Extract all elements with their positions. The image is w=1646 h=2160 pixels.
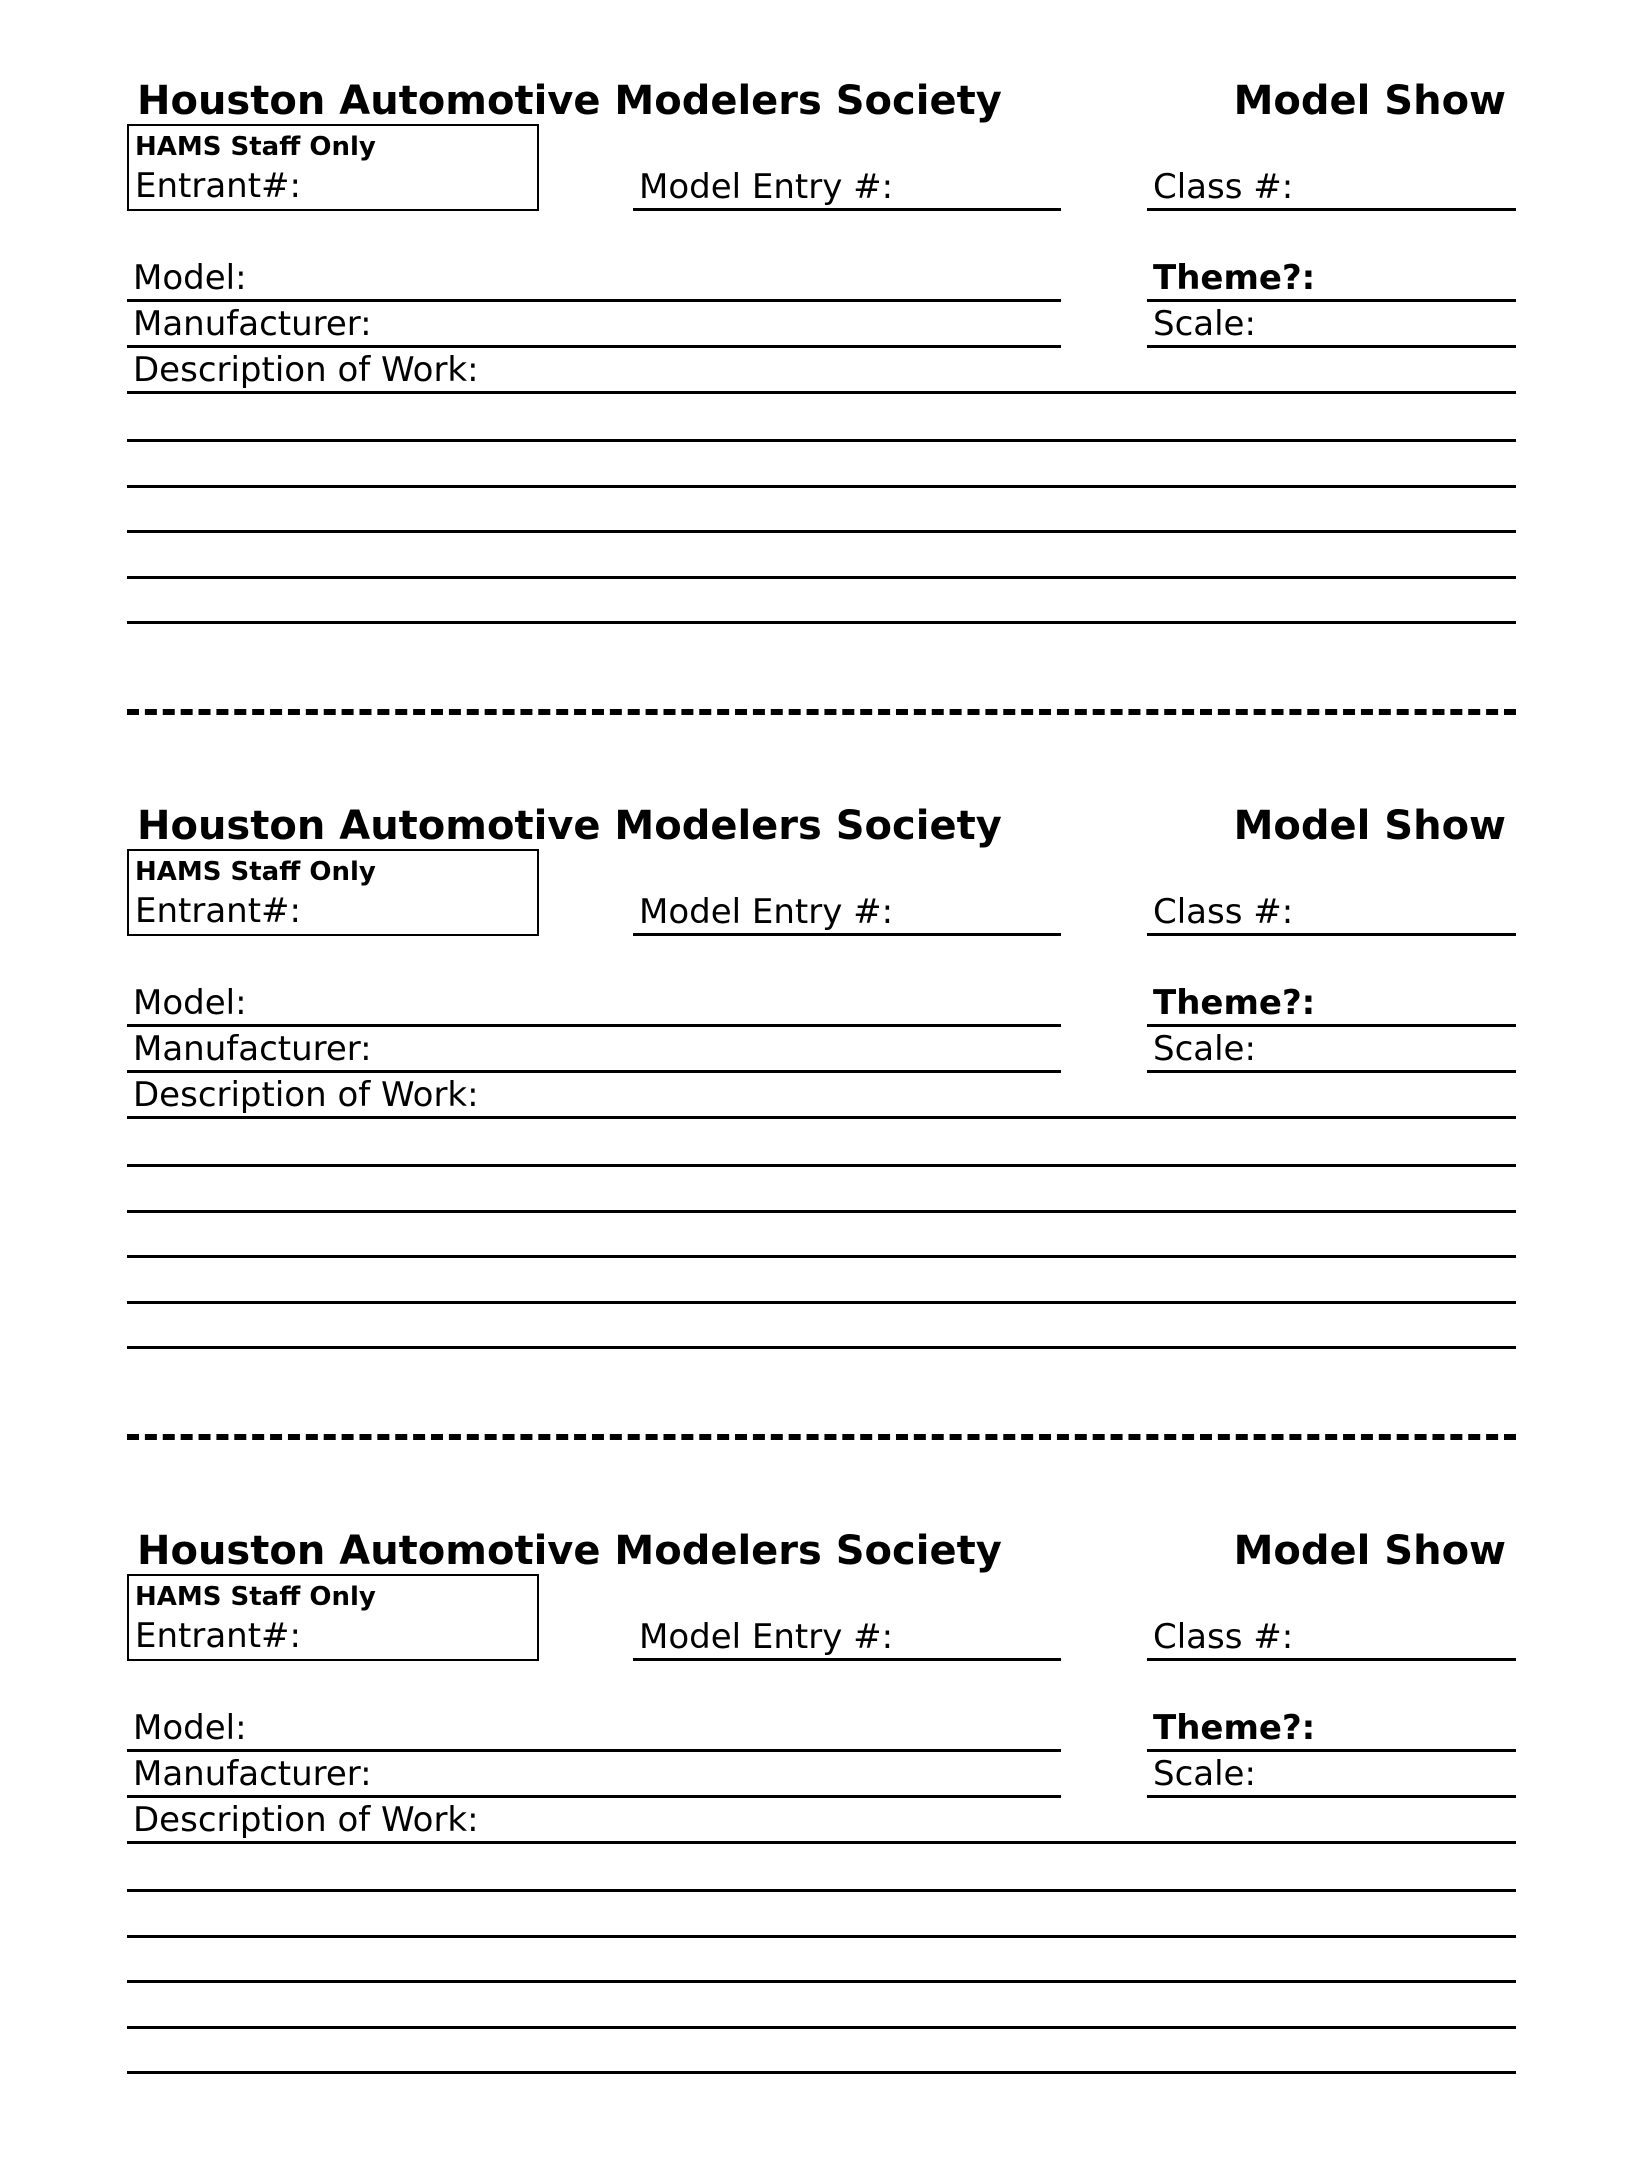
entry-form-1 bbox=[127, 77, 1516, 677]
model-label: Model: bbox=[133, 1708, 247, 1748]
form-title: Houston Automotive Modelers Society bbox=[137, 1528, 1002, 1574]
description-line[interactable] bbox=[127, 1255, 1516, 1258]
manufacturer-label: Manufacturer: bbox=[133, 304, 372, 344]
model-entry-field[interactable] bbox=[633, 885, 1061, 936]
manufacturer-field[interactable] bbox=[127, 302, 1061, 348]
staff-only-box bbox=[127, 849, 539, 936]
staff-only-box bbox=[127, 124, 539, 211]
description-line[interactable] bbox=[127, 2026, 1516, 2029]
class-field[interactable] bbox=[1147, 1610, 1516, 1661]
description-label: Description of Work: bbox=[133, 1800, 479, 1840]
model-field[interactable] bbox=[127, 976, 1061, 1027]
description-field[interactable] bbox=[127, 1798, 1516, 1844]
description-line[interactable] bbox=[127, 530, 1516, 533]
description-line[interactable] bbox=[127, 1210, 1516, 1213]
model-entry-label: Model Entry #: bbox=[639, 167, 894, 207]
description-line[interactable] bbox=[127, 1935, 1516, 1938]
scale-label: Scale: bbox=[1153, 1754, 1256, 1794]
theme-label: Theme?: bbox=[1153, 983, 1316, 1023]
model-entry-field[interactable] bbox=[633, 1610, 1061, 1661]
entrant-number-label: Entrant#: bbox=[135, 891, 301, 931]
model-label: Model: bbox=[133, 983, 247, 1023]
theme-field[interactable] bbox=[1147, 251, 1516, 302]
theme-label: Theme?: bbox=[1153, 1708, 1316, 1748]
staff-only-label: HAMS Staff Only bbox=[135, 1582, 376, 1612]
description-label: Description of Work: bbox=[133, 1075, 479, 1115]
description-line[interactable] bbox=[127, 439, 1516, 442]
form-show-name: Model Show bbox=[1233, 803, 1506, 849]
description-line[interactable] bbox=[127, 485, 1516, 488]
description-field[interactable] bbox=[127, 348, 1516, 394]
model-entry-label: Model Entry #: bbox=[639, 1617, 894, 1657]
scale-field[interactable] bbox=[1147, 1752, 1516, 1798]
description-label: Description of Work: bbox=[133, 350, 479, 390]
theme-label: Theme?: bbox=[1153, 258, 1316, 298]
scale-label: Scale: bbox=[1153, 304, 1256, 344]
form-show-name: Model Show bbox=[1233, 78, 1506, 124]
cut-line bbox=[127, 1434, 1516, 1440]
entrant-number-label: Entrant#: bbox=[135, 166, 301, 206]
manufacturer-field[interactable] bbox=[127, 1752, 1061, 1798]
class-label: Class #: bbox=[1153, 167, 1294, 207]
scale-label: Scale: bbox=[1153, 1029, 1256, 1069]
model-field[interactable] bbox=[127, 1701, 1061, 1752]
staff-only-box bbox=[127, 1574, 539, 1661]
manufacturer-field[interactable] bbox=[127, 1027, 1061, 1073]
model-field[interactable] bbox=[127, 251, 1061, 302]
description-field[interactable] bbox=[127, 1073, 1516, 1119]
scale-field[interactable] bbox=[1147, 302, 1516, 348]
description-line[interactable] bbox=[127, 576, 1516, 579]
theme-field[interactable] bbox=[1147, 1701, 1516, 1752]
model-label: Model: bbox=[133, 258, 247, 298]
class-label: Class #: bbox=[1153, 1617, 1294, 1657]
entry-form-2 bbox=[127, 802, 1516, 1402]
description-line[interactable] bbox=[127, 1346, 1516, 1349]
manufacturer-label: Manufacturer: bbox=[133, 1754, 372, 1794]
model-entry-field[interactable] bbox=[633, 160, 1061, 211]
description-line[interactable] bbox=[127, 1889, 1516, 1892]
form-show-name: Model Show bbox=[1233, 1528, 1506, 1574]
model-entry-label: Model Entry #: bbox=[639, 892, 894, 932]
description-line[interactable] bbox=[127, 1980, 1516, 1983]
description-line[interactable] bbox=[127, 621, 1516, 624]
staff-only-label: HAMS Staff Only bbox=[135, 857, 376, 887]
form-title: Houston Automotive Modelers Society bbox=[137, 78, 1002, 124]
cut-line bbox=[127, 709, 1516, 715]
description-line[interactable] bbox=[127, 2071, 1516, 2074]
form-title: Houston Automotive Modelers Society bbox=[137, 803, 1002, 849]
scale-field[interactable] bbox=[1147, 1027, 1516, 1073]
class-field[interactable] bbox=[1147, 160, 1516, 211]
theme-field[interactable] bbox=[1147, 976, 1516, 1027]
entry-form-3 bbox=[127, 1527, 1516, 2127]
description-line[interactable] bbox=[127, 1164, 1516, 1167]
class-field[interactable] bbox=[1147, 885, 1516, 936]
manufacturer-label: Manufacturer: bbox=[133, 1029, 372, 1069]
staff-only-label: HAMS Staff Only bbox=[135, 132, 376, 162]
entrant-number-label: Entrant#: bbox=[135, 1616, 301, 1656]
description-line[interactable] bbox=[127, 1301, 1516, 1304]
class-label: Class #: bbox=[1153, 892, 1294, 932]
